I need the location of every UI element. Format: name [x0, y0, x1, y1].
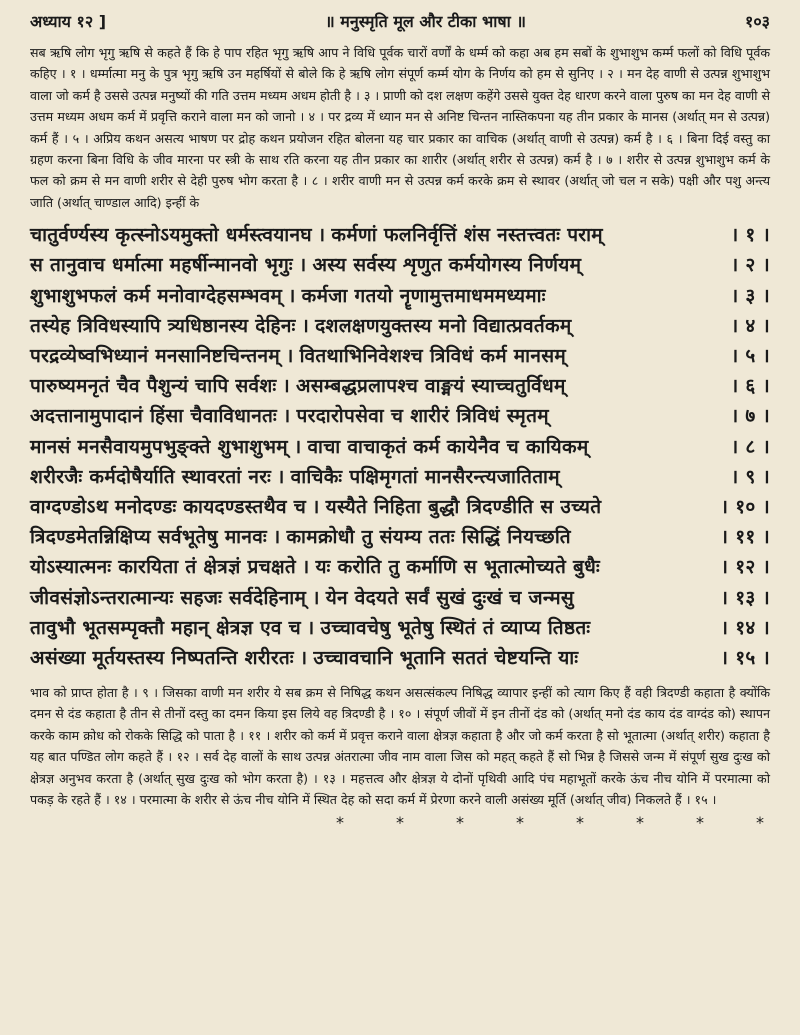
verse-line: [30, 463, 770, 493]
verse-danda: ।: [277, 465, 285, 488]
chapter-label: अध्याय १२ ]: [30, 12, 107, 31]
verse-number: । २ ।: [730, 254, 770, 277]
star-ornament: *: [456, 812, 464, 832]
verse-line: [30, 221, 770, 251]
verse-second-half: कर्मजा गतयो नॄणामुत्तमाधममध्यमाः: [301, 284, 546, 307]
section-end-stars: [30, 813, 770, 832]
verse-danda: ।: [272, 526, 281, 549]
verse-danda: ।: [288, 284, 296, 307]
verse-second-half: येन वेदयते सर्वं सुखं दुःखं च जन्मसु: [325, 586, 575, 609]
verse-second-half: उच्चावचानि भूतानि सततं चेष्टयन्ति याः: [313, 646, 579, 669]
commentary-bottom: [30, 682, 770, 810]
verse-danda: ।: [317, 224, 326, 247]
verse-second-half: उच्चावचेषु भूतेषु स्थितं तं व्याप्य तिष्ठतः: [320, 616, 591, 639]
verse-line: [30, 342, 770, 372]
verse-danda: ।: [312, 586, 320, 609]
verse-danda: ।: [283, 405, 291, 428]
verse-second-half: अस्य सर्वस्य शृणुत कर्मयोगस्य निर्णयम्: [312, 254, 582, 277]
verse-line: [30, 493, 770, 523]
verse-line: [30, 644, 770, 674]
verse-block: [30, 221, 770, 674]
verse-danda: ।: [282, 375, 290, 398]
verse-number: । ३ ।: [730, 284, 770, 307]
verse-number: । १३ ।: [720, 586, 770, 609]
book-title: ॥ मनुस्मृति मूल और टीका भाषा ॥: [325, 12, 526, 31]
verse-first-half: मानसं मनसैवायमुपभुङ्क्ते शुभाशुभम्: [30, 435, 288, 458]
verse-first-half: तस्येह त्रिविधस्यापि त्र्यधिष्ठानस्य देहिनः: [30, 314, 296, 337]
verse-line: [30, 312, 770, 342]
verse-danda: ।: [301, 314, 310, 337]
verse-danda: ।: [302, 556, 310, 579]
verse-line: [30, 251, 770, 281]
commentary-top: सब ऋषि लोग भृगु ऋषि से कहते हैं कि हे पाप रहित भृगु ऋषि आप ने विधि पूर्वक चारों वर्णों के धर्म्म को कहा अब हम सबों के शुभाशुभ कर्म्म फलों को विधि पूर्वक कहिए । १ । धर्म्मात्मा मनु के पुत्र भृगु ऋषि उन महर्षियों से बोले कि हे ऋषि लोग संपूर्ण कर्म्म योग के निर्णय को हम से सुनिए । २ । मन देह वाणी से उत्पन्न शुभाशुभ वाला जो कर्म है उससे उत्पन्न मनुष्यों की गति उत्तम मध्यम अधम होती है । ३ । प्राणी को दश लक्षण कहेंगे उससे युक्त देह धारण करने वाला पुरुष का मन देह वाणी से उत्तम मध्यम अधम कर्म में प्रवृत्ति कराने वाला मन को जानो । ४ । पर द्रव्य में ध्यान मन से अनिष्ट चिन्तन नास्तिकपना यह तीन प्रकार के मानस (अर्थात् मन से उत्पन्न) कर्म हैं । ५ । अप्रिय कथन असत्य भाषण पर द्रोह कथन प्रयोजन रहित बोलना यह चार प्रकार का वाचिक (अर्थात् वाणी से उत्पन्न) कर्म है । ६ । बिना दिई वस्तु का ग्रहण करना बिना विधि के जीव मारना पर स्त्री के साथ रति करना यह तीन प्रकार का शारीर (अर्थात् शरीर से उत्पन्न) कर्म है । ७ । शरीर से उत्पन्न शुभाशुभ कर्म के फल को क्रम से मन वाणी शरीर से देही पुरुष भोग करता है । ८ । शरीर वाणी मन से उत्पन्न कर्म करके क्रम से स्थावर (अर्थात् जो चल न सके) पक्षी और पशु अन्त्य जाति (अर्थात् चाण्डाल आदि) इन्हीं के: [30, 45, 771, 210]
verse-second-half: परदारोपसेवा च शारीरं त्रिविधं स्मृतम्: [296, 405, 549, 428]
verse-number: । ८ ।: [730, 435, 770, 458]
verse-line: [30, 282, 770, 312]
star-ornament: *: [576, 812, 584, 832]
verse-line: [30, 584, 770, 614]
star-ornament: *: [696, 812, 704, 832]
verse-first-half: शरीरजैः कर्मदोषैर्याति स्थावरतां नरः: [30, 465, 272, 488]
verse-line: [30, 402, 770, 432]
verse-number: । १२ ।: [720, 556, 770, 579]
verse-second-half: दशलक्षणयुक्तस्य मनो विद्यात्प्रवर्तकम्: [315, 314, 572, 337]
verse-first-half: अदत्तानामुपादानं हिंसा चैवाविधानतः: [30, 405, 278, 428]
verse-line: [30, 372, 770, 402]
verse-danda: ।: [312, 495, 320, 518]
verse-number: । १५ ।: [720, 646, 770, 669]
star-ornament: *: [516, 812, 524, 832]
verse-first-half: तावुभौ भूतसम्पृक्तौ महान् क्षेत्रज्ञ एव च: [30, 616, 302, 639]
verse-second-half: यः करोति तु कर्माणि स भूतात्मोच्यते बुधैः: [315, 556, 600, 579]
verse-first-half: त्रिदण्डमेतन्निक्षिप्य सर्वभूतेषु मानवः: [30, 526, 267, 549]
verse-number: । ६ ।: [730, 375, 770, 398]
verse-line: [30, 433, 770, 463]
star-ornament: *: [636, 812, 644, 832]
verse-danda: ।: [307, 616, 315, 639]
verse-first-half: स तानुवाच धर्मात्मा महर्षीन्मानवो भृगुः: [30, 254, 293, 277]
verse-second-half: कामक्रोधौ तु संयम्य ततः सिद्धिं नियच्छति: [286, 526, 571, 549]
verse-second-half: कर्मणां फलनिर्वृत्तिं शंस नस्तत्त्वतः पराम्: [331, 224, 603, 247]
verse-number: । ४ ।: [730, 314, 770, 337]
page-number: १०३: [745, 12, 770, 31]
verse-first-half: शुभाशुभफलं कर्म मनोवाग्देहसम्भवम्: [30, 284, 283, 307]
verse-number: । १४ ।: [720, 616, 770, 639]
verse-first-half: पारुष्यमनृतं चैव पैशुन्यं चापि सर्वशः: [30, 375, 277, 398]
verse-second-half: वाचिकैः पक्षिमृगतां मानसैरन्त्यजातिताम्: [290, 465, 560, 488]
verse-line: [30, 614, 770, 644]
commentary-bottom-text: भाव को प्राप्त होता है । ९ । जिसका वाणी मन शरीर ये सब क्रम से निषिद्ध कथन असत्संकल्प निषिद्ध व्यापार इन्हीं को त्याग किए हैं वही त्रिदण्डी कहाता है क्योंकि दमन से दंड कहाता है तीन से तीनों दस्तु का दमन किया इस लिये वह त्रिदण्डी है । १० । संपूर्ण जीवों में इन तीनों दंड को (अर्थात् मनो दंड काय दंड वाग्दंड को) स्थापन करके काम क्रोध को रोकके सिद्धि को पाता है । ११ । शरीर को कर्म में प्रवृत्त कराने वाला क्षेत्रज्ञ कहाता है और जो कर्म करता है सो भूतात्मा (अर्थात् शरीर) कहाता है यह बात पण्डित लोग कहते हैं । १२ । सर्व देह वालों के साथ उत्पन्न अंतरात्मा जीव नाम वाला जिस को महत् कहते हैं सो भिन्न है जिससे जन्म में संपूर्ण सुख दुःख को क्षेत्रज्ञ अनुभव करता है (अर्थात् सुख दुःख को भोग करता है) । १३ । महत्तत्व और क्षेत्रज्ञ ये दोनों पृथिवी आदि पंच महाभूतों करके ऊंच नीच योनि में परमात्मा को पकड़ के रहते हैं । १४ । परमात्मा के शरीर से ऊंच नीच योनि में स्थित देह को सदा कर्म में प्रेरणा करने वाली असंख्य मूर्ति (अर्थात् जीव) निकलते हैं । १५ ।: [30, 685, 770, 808]
verse-number: । ९ ।: [730, 465, 770, 488]
verse-line: [30, 553, 770, 583]
star-ornament: *: [756, 812, 764, 832]
page-header: [30, 10, 770, 40]
verse-first-half: चातुर्वर्ण्यस्य कृत्स्नोऽयमुक्तो धर्मस्त्वयानघ: [30, 224, 312, 247]
verse-second-half: यस्यैते निहिता बुद्धौ त्रिदण्डीति स उच्यते: [325, 495, 602, 518]
verse-danda: ।: [293, 435, 302, 458]
verse-first-half: योऽस्यात्मनः कारयिता तं क्षेत्रज्ञं प्रचक्षते: [30, 556, 297, 579]
verse-danda: ।: [299, 646, 308, 669]
verse-line: [30, 523, 770, 553]
star-ornament: *: [336, 812, 344, 832]
star-ornament: *: [396, 812, 404, 832]
verse-first-half: असंख्या मूर्तयस्तस्य निष्पतन्ति शरीरतः: [30, 646, 294, 669]
verse-second-half: असम्बद्धप्रलापश्च वाङ्मयं स्याच्चतुर्विधम्: [295, 375, 566, 398]
verse-second-half: वाचा वाचाकृतं कर्म कायेनैव च कायिकम्: [307, 435, 589, 458]
verse-first-half: वाग्दण्डोऽथ मनोदण्डः कायदण्डस्तथैव च: [30, 495, 307, 518]
verse-number: । ११ ।: [720, 526, 770, 549]
verse-number: । ७ ।: [730, 405, 770, 428]
verse-first-half: जीवसंज्ञोऽन्तरात्मान्यः सहजः सर्वदेहिनाम्: [30, 586, 307, 609]
verse-number: । ५ ।: [730, 345, 770, 367]
verse-second-half: वितथाभिनिवेशश्च त्रिविधं कर्म मानसम्: [299, 345, 567, 367]
verse-first-half: परद्रव्येष्वभिध्यानं मनसानिष्टचिन्तनम्: [30, 345, 281, 367]
verse-number: । १० ।: [720, 495, 770, 518]
verse-danda: ।: [298, 254, 307, 277]
verse-danda: ।: [286, 345, 294, 367]
verse-number: । १ ।: [730, 224, 770, 247]
